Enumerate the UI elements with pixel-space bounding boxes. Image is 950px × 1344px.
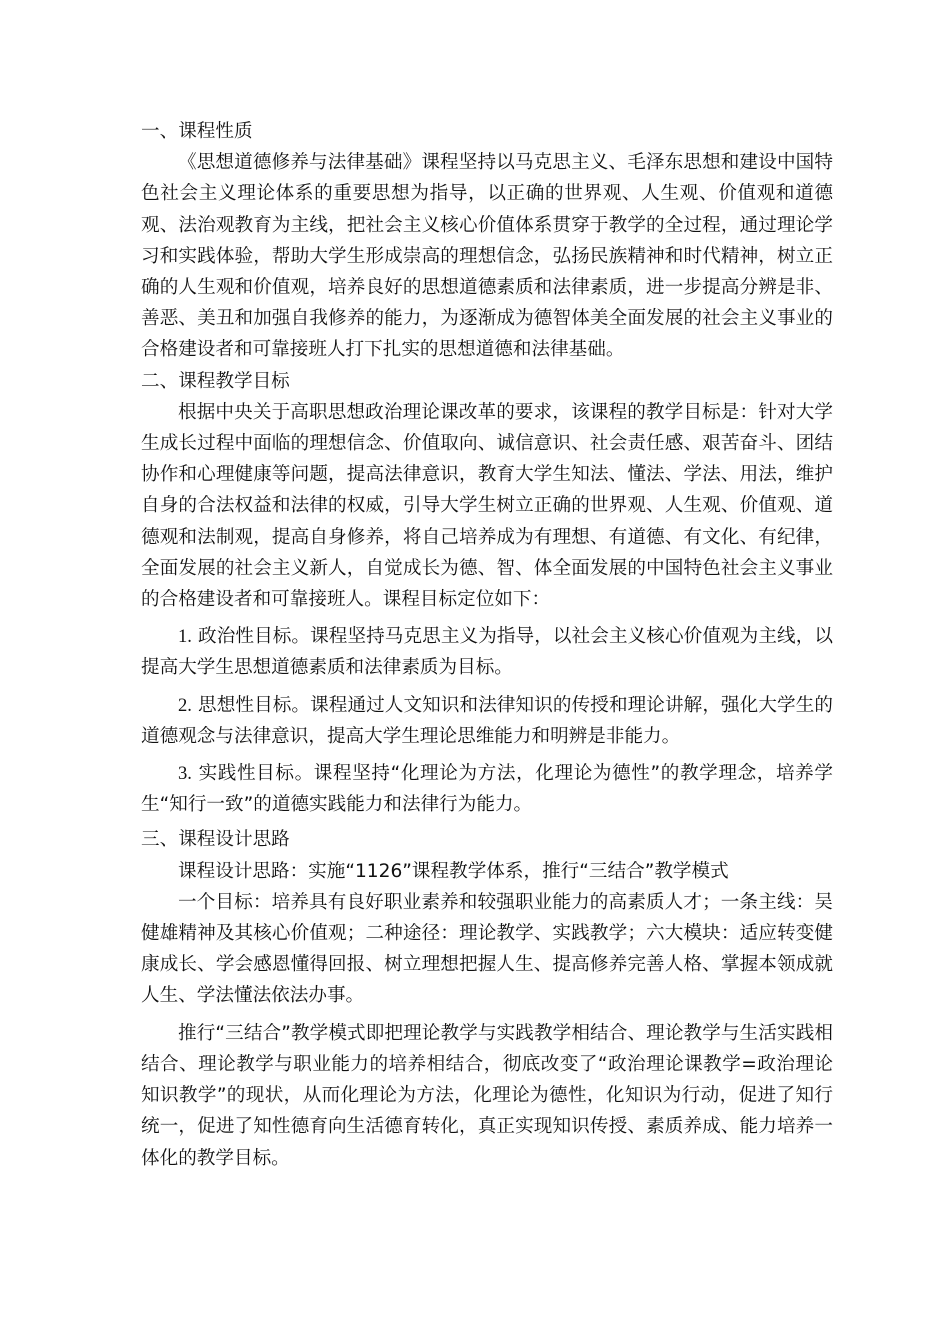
section-heading-course-nature: 一、课程性质	[141, 121, 253, 142]
goal-item-text: 政治性目标。课程坚持马克思主义为指导，以社会主义核心价值观为主线，以提高大学生思想道德素质和法律素质为目标。	[141, 626, 833, 679]
section-heading-design-approach: 三、课程设计思路	[141, 829, 290, 851]
goal-item-political	[141, 621, 833, 683]
section-heading-teaching-goals: 二、课程教学目标	[141, 370, 290, 392]
three-combination-paragraph: 推行“三结合”教学模式即把理论教学与实践教学相结合、理论教学与生活实践相结合、理论教学与职业能力的培养相结合，彻底改变了“政治理论课教学=政治理论知识教学”的现状，从而化理论为方法，化理论为德性，化知识为行动，促进了知行统一，促进了知性德育向生活德育转化，真正实现知识传授、素质养成、能力培养一体化的教学目标。	[141, 1022, 833, 1169]
goal-item-number: 1.	[178, 626, 192, 648]
document-page	[141, 116, 833, 1174]
design-approach-summary: 课程设计思路：实施“1126”课程教学体系，推行“三结合”教学模式	[178, 860, 729, 882]
design-approach-details: 一个目标：培养具有良好职业素养和较强职业能力的高素质人才；一条主线：吴健雄精神及其核心价值观；二种途径：理论教学、实践教学；六大模块：适应转变健康成长、学会感恩懂得回报、树立理想把握人生、提高修养完善人格、掌握本领成就人生、学法懂法依法办事。	[141, 891, 833, 1007]
goal-item-practical	[141, 758, 833, 820]
goal-item-text: 实践性目标。课程坚持“化理论为方法，化理论为德性”的教学理念，培养学生“知行一致”的道德实践能力和法律行为能力。	[141, 763, 833, 816]
course-nature-paragraph: 《思想道德修养与法律基础》课程坚持以马克思主义、毛泽东思想和建设中国特色社会主义理论体系的重要思想为指导，以正确的世界观、人生观、价值观和道德观、法治观教育为主线，把社会主义核心价值体系贯穿于教学的全过程，通过理论学习和实践体验，帮助大学生形成崇高的理想信念，弘扬民族精神和时代精神，树立正确的人生观和价值观，培养良好的思想道德素质和法律素质，进一步提高分辨是非、善恶、美丑和加强自我修养的能力，为逐渐成为德智体美全面发展的社会主义事业的合格建设者和可靠接班人打下扎实的思想道德和法律基础。	[141, 152, 833, 361]
goal-item-number: 3.	[178, 763, 192, 785]
goal-item-ideological	[141, 690, 833, 752]
goal-item-text: 思想性目标。课程通过人文知识和法律知识的传授和理论讲解，强化大学生的道德观念与法律意识，提高大学生理论思维能力和明辨是非能力。	[141, 694, 833, 747]
goal-item-number: 2.	[178, 694, 192, 716]
teaching-goals-paragraph: 根据中央关于高职思想政治理论课改革的要求，该课程的教学目标是：针对大学生成长过程中面临的理想信念、价值取向、诚信意识、社会责任感、艰苦奋斗、团结协作和心理健康等问题，提高法律意识，教育大学生知法、懂法、学法、用法，维护自身的合法权益和法律的权威，引导大学生树立正确的世界观、人生观、价值观、道德观和法制观，提高自身修养，将自己培养成为有理想、有道德、有文化、有纪律，全面发展的社会主义新人，自觉成长为德、智、体全面发展的中国特色社会主义事业的合格建设者和可靠接班人。课程目标定位如下：	[141, 401, 833, 611]
